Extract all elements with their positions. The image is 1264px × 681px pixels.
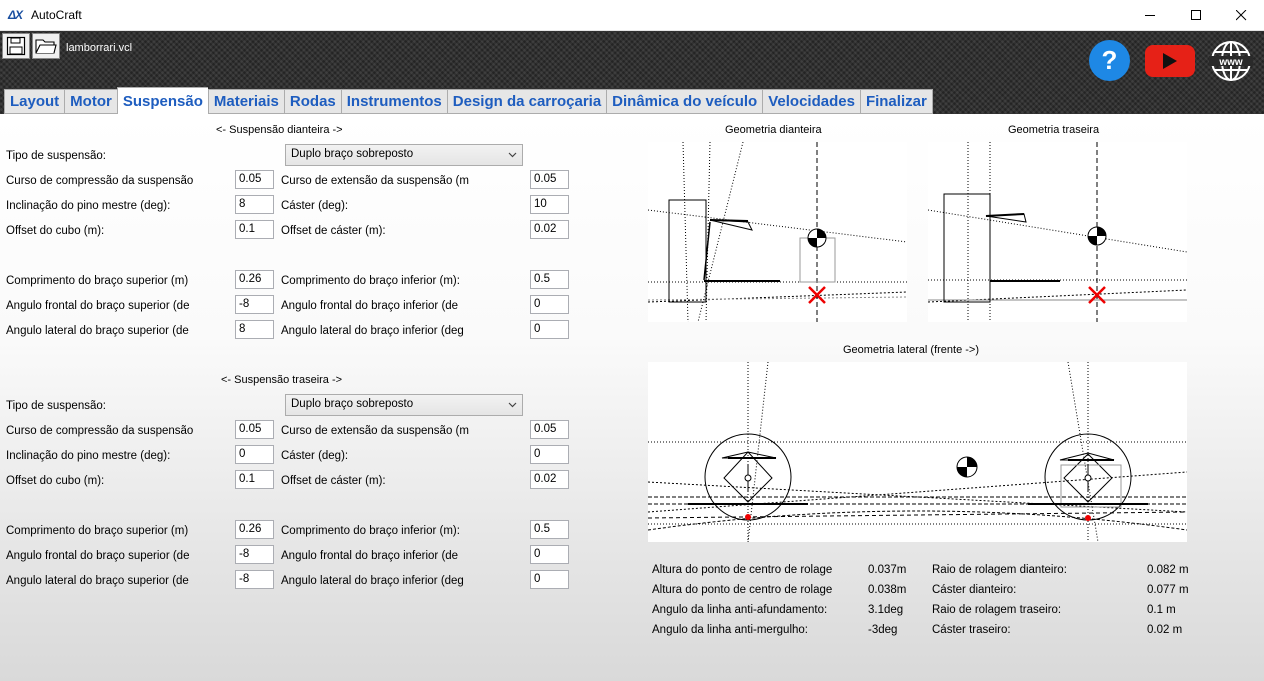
title-bar	[0, 0, 1264, 31]
front-compression-input[interactable]: 0.05	[235, 170, 274, 189]
stat-value: 0.038m	[868, 584, 907, 596]
front-geometry-view	[648, 142, 907, 322]
tab-finalizar[interactable]: Finalizar	[860, 89, 933, 114]
www-globe-icon[interactable]	[1209, 39, 1253, 83]
rear-upper-arm-front-angle-label: Ângulo frontal do braço superior (de	[6, 550, 190, 562]
stat-value: 0.077 m	[1147, 584, 1189, 596]
tab-velocidades[interactable]: Velocidades	[762, 89, 860, 114]
rear-suspension-type-select[interactable]	[285, 394, 523, 416]
front-kingpin-input[interactable]: 8	[235, 195, 274, 214]
front-caster-offset-label: Offset de cáster (m):	[281, 225, 386, 237]
front-lower-arm-length-input[interactable]: 0.5	[530, 270, 569, 289]
rear-lower-arm-side-angle-label: Ângulo lateral do braço inferior (deg	[281, 575, 464, 587]
front-caster-offset-input[interactable]: 0.02	[530, 220, 569, 239]
stat-label: Raio de rolagem traseiro:	[932, 604, 1062, 616]
front-kingpin-label: Inclinação do pino mestre (deg):	[6, 200, 171, 212]
front-hub-offset-input[interactable]: 0.1	[235, 220, 274, 239]
front-lower-arm-side-angle-label: Ângulo lateral do braço inferior (deg	[281, 325, 464, 337]
rear-geometry-view	[928, 142, 1187, 322]
rear-upper-arm-length-label: Comprimento do braço superior (m)	[6, 525, 189, 537]
rear-compression-label: Curso de compressão da suspensão	[6, 425, 194, 437]
stat-value: 0.037m	[868, 564, 907, 576]
close-window-button[interactable]	[1218, 0, 1264, 31]
open-button[interactable]	[32, 33, 60, 59]
rear-lower-arm-length-label: Comprimento do braço inferior (m):	[281, 525, 460, 537]
tab-materiais[interactable]: Materiais	[208, 89, 284, 114]
front-hub-offset-label: Offset do cubo (m):	[6, 225, 105, 237]
front-upper-arm-side-angle-label: Ângulo lateral do braço superior (de	[6, 325, 189, 337]
rear-caster-input[interactable]: 0	[530, 445, 569, 464]
tab-bar	[4, 87, 933, 114]
rear-upper-arm-side-angle-label: Ângulo lateral do braço superior (de	[6, 575, 189, 587]
stat-label: Raio de rolagem dianteiro:	[932, 564, 1067, 576]
minimize-icon	[1145, 10, 1156, 21]
front-lower-arm-length-label: Comprimento do braço inferior (m):	[281, 275, 460, 287]
rear-lower-arm-front-angle-input[interactable]: 0	[530, 545, 569, 564]
stat-value: 3.1deg	[868, 604, 904, 616]
rear-compression-input[interactable]: 0.05	[235, 420, 274, 439]
stat-value: -3deg	[868, 624, 898, 636]
front-lower-arm-side-angle-input[interactable]: 0	[530, 320, 569, 339]
minimize-button[interactable]	[1127, 0, 1173, 31]
chevron-down-icon	[508, 400, 517, 409]
tab-suspensao[interactable]: Suspensão	[117, 87, 208, 114]
svg-text:www: www	[1219, 57, 1243, 68]
front-upper-arm-length-label: Comprimento do braço superior (m)	[6, 275, 189, 287]
stat-value: 0.082 m	[1147, 564, 1189, 576]
front-caster-label: Cáster (deg):	[281, 200, 349, 212]
front-upper-arm-front-angle-label: Ângulo frontal do braço superior (de	[6, 300, 190, 312]
front-lower-arm-front-angle-input[interactable]: 0	[530, 295, 569, 314]
app-logo-icon: ΔX	[8, 8, 23, 22]
rear-hub-offset-label: Offset do cubo (m):	[6, 475, 105, 487]
rear-kingpin-label: Inclinação do pino mestre (deg):	[6, 450, 171, 462]
maximize-icon	[1191, 10, 1202, 21]
stat-label: Altura do ponto de centro de rolage	[652, 584, 833, 596]
stat-label: Ângulo da linha anti-afundamento:	[652, 604, 828, 616]
youtube-icon[interactable]	[1145, 45, 1195, 77]
stat-label: Cáster traseiro:	[932, 624, 1011, 636]
front-suspension-type-value: Duplo braço sobreposto	[291, 148, 414, 160]
rear-suspension-title: <- Suspensão traseira ->	[221, 374, 343, 386]
save-icon	[6, 36, 26, 56]
front-upper-arm-side-angle-input[interactable]: 8	[235, 320, 274, 339]
side-geometry-view	[648, 362, 1187, 542]
maximize-button[interactable]	[1173, 0, 1219, 31]
stat-label: Ângulo da linha anti-mergulho:	[652, 624, 808, 636]
close-icon	[1236, 10, 1247, 21]
rear-upper-arm-length-input[interactable]: 0.26	[235, 520, 274, 539]
front-lower-arm-front-angle-label: Ângulo frontal do braço inferior (de	[281, 300, 459, 312]
stat-label: Altura do ponto de centro de rolage	[652, 564, 833, 576]
rear-upper-arm-side-angle-input[interactable]: -8	[235, 570, 274, 589]
rear-lower-arm-front-angle-label: Ângulo frontal do braço inferior (de	[281, 550, 459, 562]
stat-label: Cáster dianteiro:	[932, 584, 1017, 596]
rear-kingpin-input[interactable]: 0	[235, 445, 274, 464]
front-type-label: Tipo de suspensão:	[6, 150, 106, 162]
rear-type-label: Tipo de suspensão:	[6, 400, 106, 412]
tab-dinamica-veiculo[interactable]: Dinâmica do veículo	[606, 89, 762, 114]
save-button[interactable]	[2, 33, 30, 59]
tab-layout[interactable]: Layout	[4, 89, 64, 114]
front-compression-label: Curso de compressão da suspensão	[6, 175, 194, 187]
chevron-down-icon	[508, 150, 517, 159]
rear-caster-label: Cáster (deg):	[281, 450, 349, 462]
rear-geometry-title: Geometria traseira	[1008, 124, 1100, 136]
stat-value: 0.02 m	[1147, 624, 1183, 636]
front-geometry-title: Geometria dianteira	[725, 124, 822, 136]
tab-instrumentos[interactable]: Instrumentos	[341, 89, 447, 114]
suspension-panel	[0, 114, 1264, 681]
rear-lower-arm-side-angle-input[interactable]: 0	[530, 570, 569, 589]
side-geometry-title: Geometria lateral (frente ->)	[843, 344, 980, 356]
rear-hub-offset-input[interactable]: 0.1	[235, 470, 274, 489]
file-name: lamborrari.vcl	[66, 42, 133, 54]
rear-upper-arm-front-angle-input[interactable]: -8	[235, 545, 274, 564]
rear-suspension-type-value: Duplo braço sobreposto	[291, 398, 414, 410]
rear-lower-arm-length-input[interactable]: 0.5	[530, 520, 569, 539]
rear-extension-input[interactable]: 0.05	[530, 420, 569, 439]
front-suspension-type-select[interactable]	[285, 144, 523, 166]
help-icon[interactable]: ?	[1089, 40, 1130, 81]
front-extension-label: Curso de extensão da suspensão (m	[281, 175, 469, 187]
front-caster-input[interactable]: 10	[530, 195, 569, 214]
window-title: AutoCraft	[31, 8, 82, 22]
play-icon	[1163, 53, 1177, 69]
tab-design-carrocaria[interactable]: Design da carroçaria	[447, 89, 606, 114]
stat-value: 0.1 m	[1147, 604, 1176, 616]
front-upper-arm-front-angle-input[interactable]: -8	[235, 295, 274, 314]
open-folder-icon	[35, 37, 57, 55]
rear-caster-offset-input[interactable]: 0.02	[530, 470, 569, 489]
tab-rodas[interactable]: Rodas	[284, 89, 341, 114]
front-upper-arm-length-input[interactable]: 0.26	[235, 270, 274, 289]
front-extension-input[interactable]: 0.05	[530, 170, 569, 189]
front-suspension-title: <- Suspensão dianteira ->	[216, 124, 343, 136]
rear-caster-offset-label: Offset de cáster (m):	[281, 475, 386, 487]
tab-motor[interactable]: Motor	[64, 89, 117, 114]
rear-extension-label: Curso de extensão da suspensão (m	[281, 425, 469, 437]
